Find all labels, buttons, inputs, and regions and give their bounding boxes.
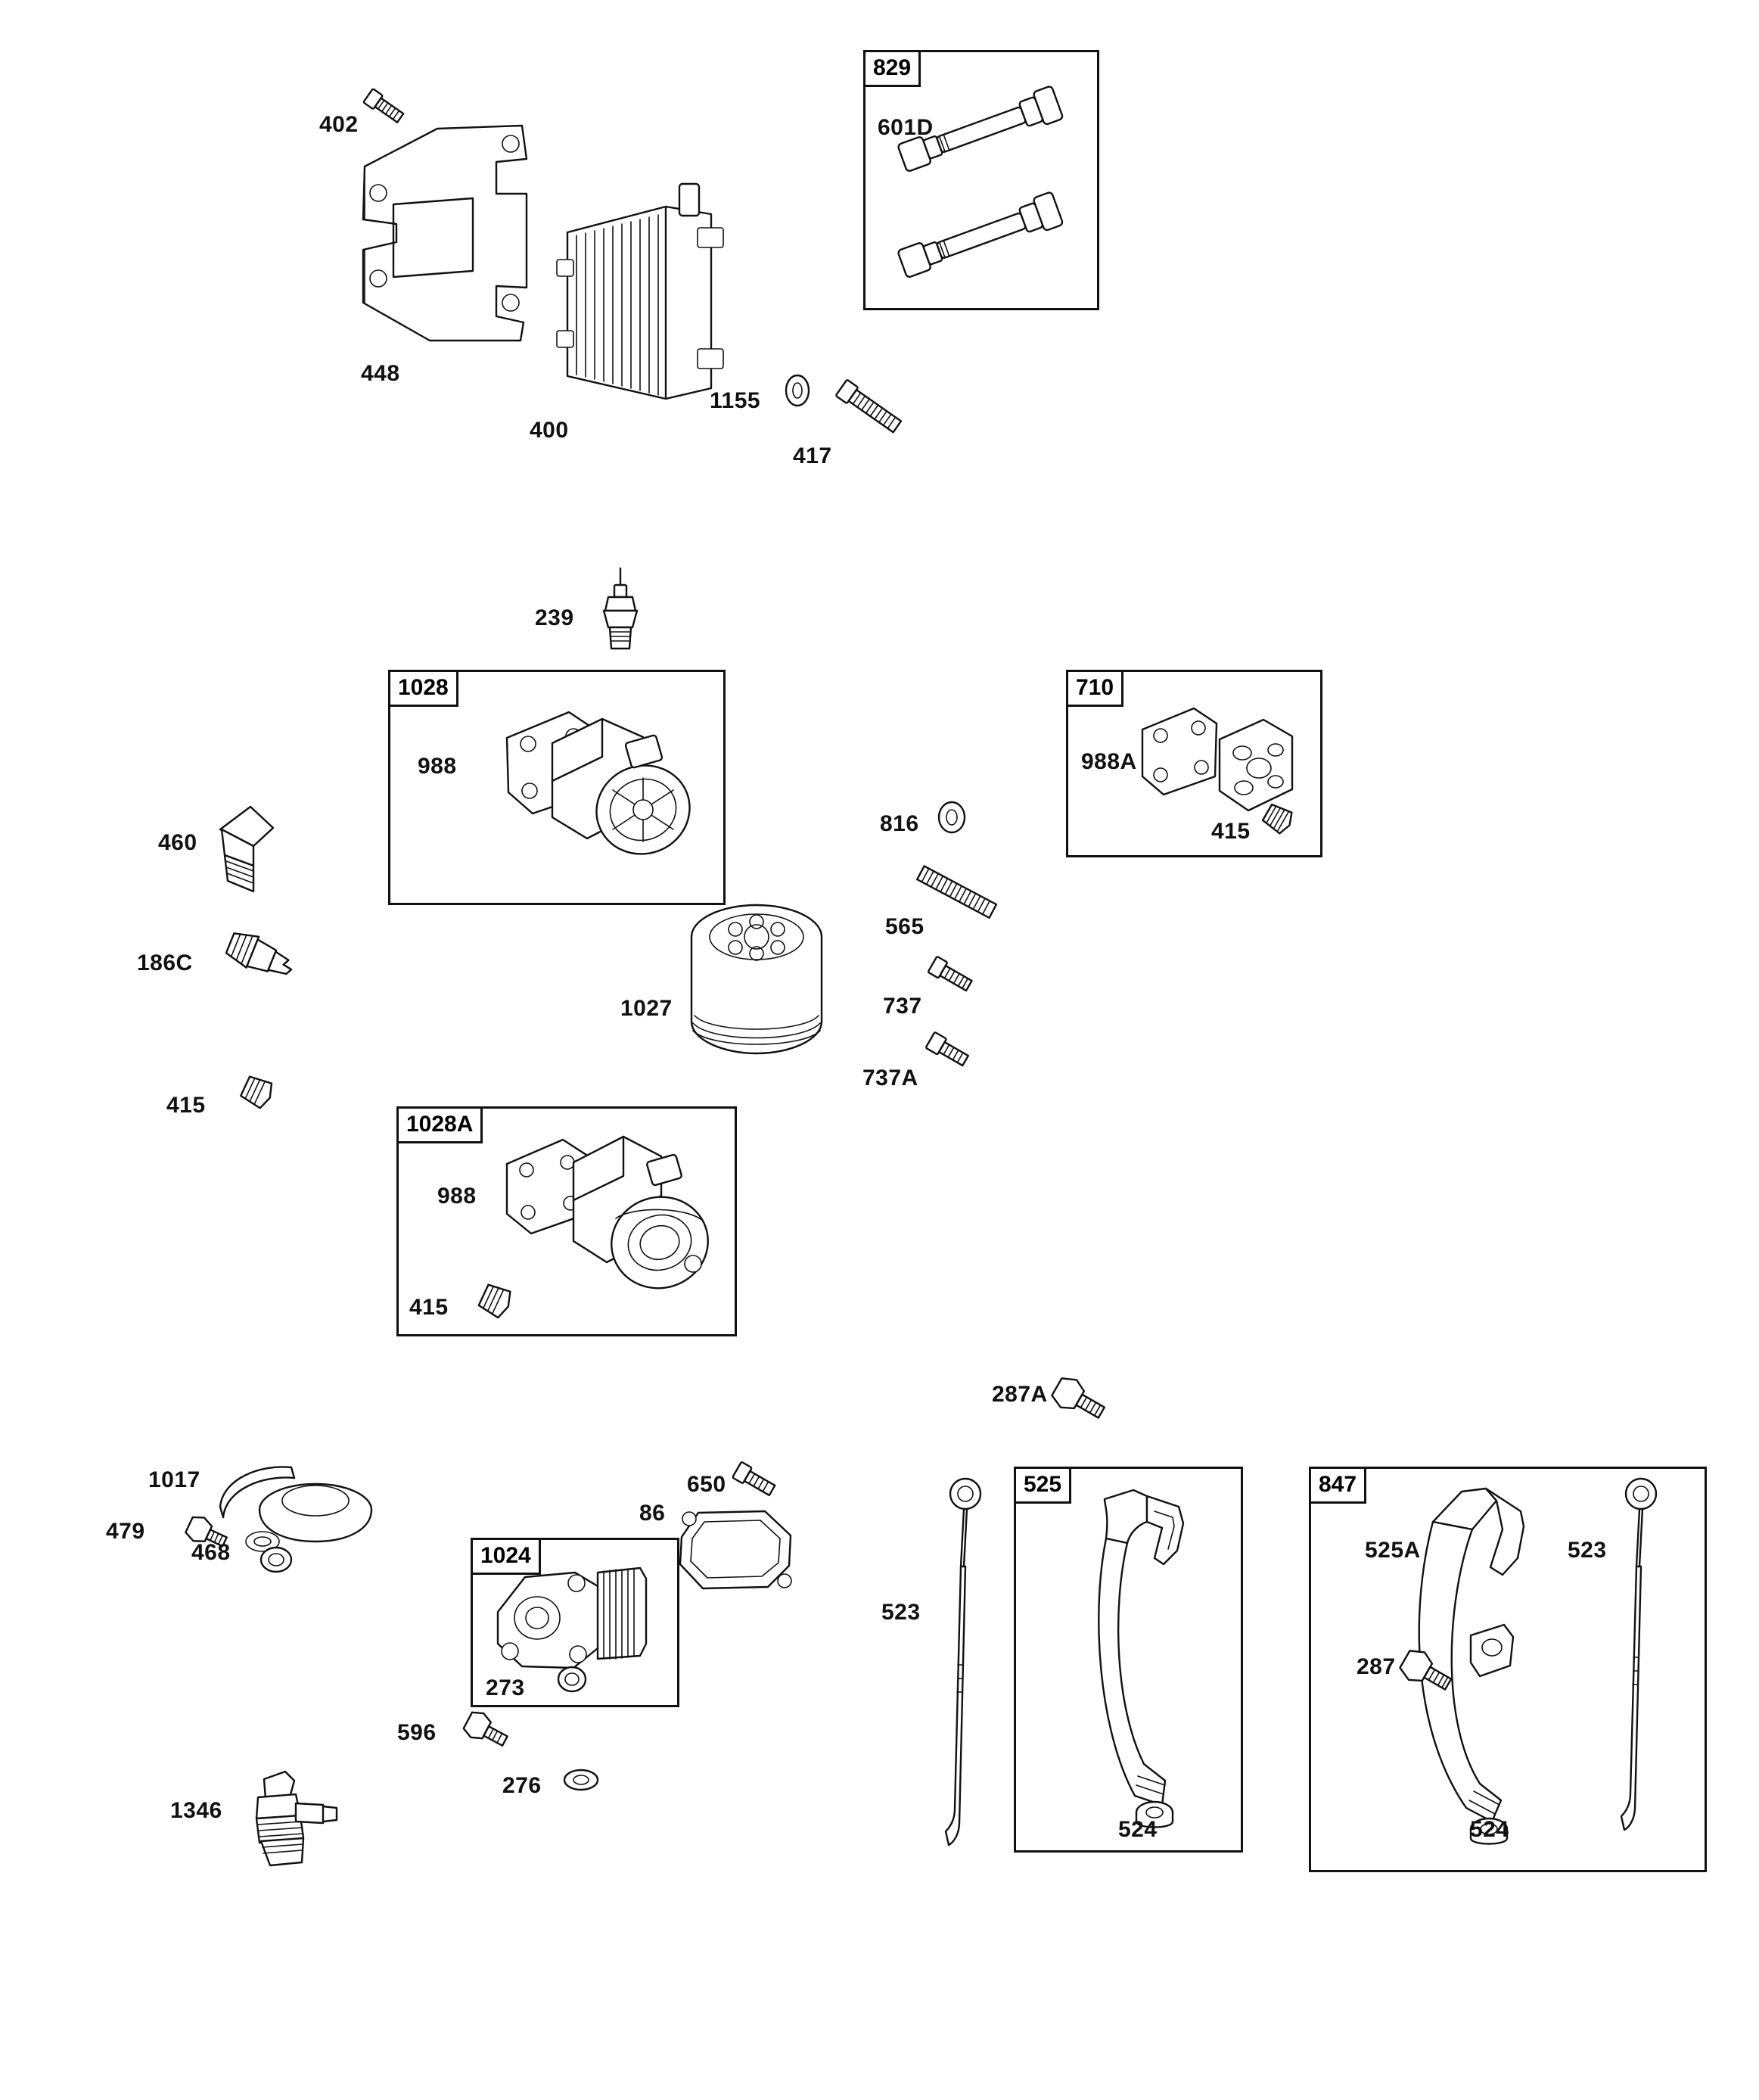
callout-287: 287 bbox=[1357, 1654, 1396, 1679]
callout-525A: 525A bbox=[1365, 1538, 1421, 1563]
part-415-plug-1028A bbox=[473, 1279, 526, 1326]
part-1027-oil-filter bbox=[681, 901, 847, 1082]
part-186C-hose-barb-fitting bbox=[216, 927, 322, 995]
callout-86: 86 bbox=[639, 1501, 666, 1526]
callout-415-1028A: 415 bbox=[409, 1295, 449, 1320]
part-1346-oil-drain-valve bbox=[231, 1759, 344, 1881]
callout-468: 468 bbox=[191, 1540, 231, 1565]
part-417-screw bbox=[828, 378, 912, 439]
part-460-elbow-fitting bbox=[208, 802, 291, 901]
part-525-dipstick-tube bbox=[1089, 1479, 1218, 1835]
callout-596: 596 bbox=[397, 1720, 437, 1745]
callout-415-left: 415 bbox=[166, 1093, 206, 1118]
part-1028-oil-filter-adapter bbox=[537, 711, 726, 885]
group-label-1024: 1024 bbox=[471, 1538, 541, 1575]
callout-737: 737 bbox=[883, 994, 922, 1019]
part-287A-screw bbox=[1044, 1370, 1112, 1430]
callout-1346: 1346 bbox=[170, 1798, 222, 1823]
group-label-525: 525 bbox=[1014, 1467, 1071, 1504]
callout-988A: 988A bbox=[1081, 749, 1137, 774]
part-468-seal bbox=[254, 1540, 298, 1579]
callout-650: 650 bbox=[687, 1472, 726, 1497]
group-label-829: 829 bbox=[863, 50, 921, 87]
callout-523-left: 523 bbox=[881, 1600, 921, 1625]
part-523-dipstick-left bbox=[938, 1476, 991, 1869]
part-400-oil-cooler bbox=[552, 193, 757, 412]
callout-988-1028: 988 bbox=[418, 754, 457, 779]
callout-523-right: 523 bbox=[1568, 1538, 1607, 1563]
part-523-dipstick-right bbox=[1615, 1476, 1668, 1869]
callout-524-847: 524 bbox=[1470, 1817, 1509, 1842]
callout-1027: 1027 bbox=[620, 996, 673, 1021]
callout-273: 273 bbox=[486, 1675, 525, 1700]
callout-565: 565 bbox=[885, 914, 925, 939]
group-label-710: 710 bbox=[1066, 670, 1123, 707]
part-86-cover-plate bbox=[670, 1502, 806, 1601]
part-1155-washer bbox=[779, 372, 816, 409]
part-448-oil-cooler-bracket bbox=[348, 114, 575, 341]
callout-239: 239 bbox=[535, 605, 574, 630]
callout-460: 460 bbox=[158, 830, 197, 855]
callout-287A: 287A bbox=[992, 1382, 1048, 1407]
callout-417: 417 bbox=[793, 443, 832, 468]
callout-448: 448 bbox=[361, 361, 400, 386]
callout-816: 816 bbox=[880, 811, 919, 836]
part-287-screw bbox=[1392, 1642, 1460, 1703]
group-label-1028: 1028 bbox=[388, 670, 458, 707]
part-1028A-oil-filter-adapter bbox=[560, 1128, 734, 1317]
part-737-screw bbox=[921, 950, 982, 1003]
part-415-plug-left bbox=[235, 1071, 287, 1116]
callout-276: 276 bbox=[502, 1773, 542, 1798]
part-276-washer bbox=[560, 1762, 602, 1798]
part-650-screw bbox=[726, 1457, 787, 1505]
callout-186C: 186C bbox=[137, 950, 193, 975]
callout-1155: 1155 bbox=[710, 388, 761, 413]
part-596-screw bbox=[458, 1706, 517, 1755]
part-601D-oil-cooler-hoses bbox=[885, 72, 1082, 291]
callout-988-1028A: 988 bbox=[437, 1184, 477, 1209]
group-label-847: 847 bbox=[1309, 1467, 1366, 1504]
callout-524-525: 524 bbox=[1118, 1817, 1158, 1842]
callout-415-710: 415 bbox=[1211, 819, 1251, 844]
callout-479: 479 bbox=[106, 1519, 145, 1544]
group-label-1028A: 1028A bbox=[396, 1106, 483, 1143]
callout-402: 402 bbox=[319, 112, 359, 137]
callout-737A: 737A bbox=[862, 1066, 918, 1090]
part-737A-screw bbox=[919, 1025, 980, 1078]
part-816-washer bbox=[932, 798, 971, 836]
part-415-plug-710 bbox=[1256, 798, 1309, 844]
callout-400: 400 bbox=[530, 418, 569, 443]
part-239-oil-pressure-switch bbox=[590, 564, 651, 662]
callout-1017: 1017 bbox=[148, 1467, 200, 1492]
part-273-o-ring bbox=[552, 1661, 592, 1697]
callout-601D: 601D bbox=[878, 115, 934, 140]
